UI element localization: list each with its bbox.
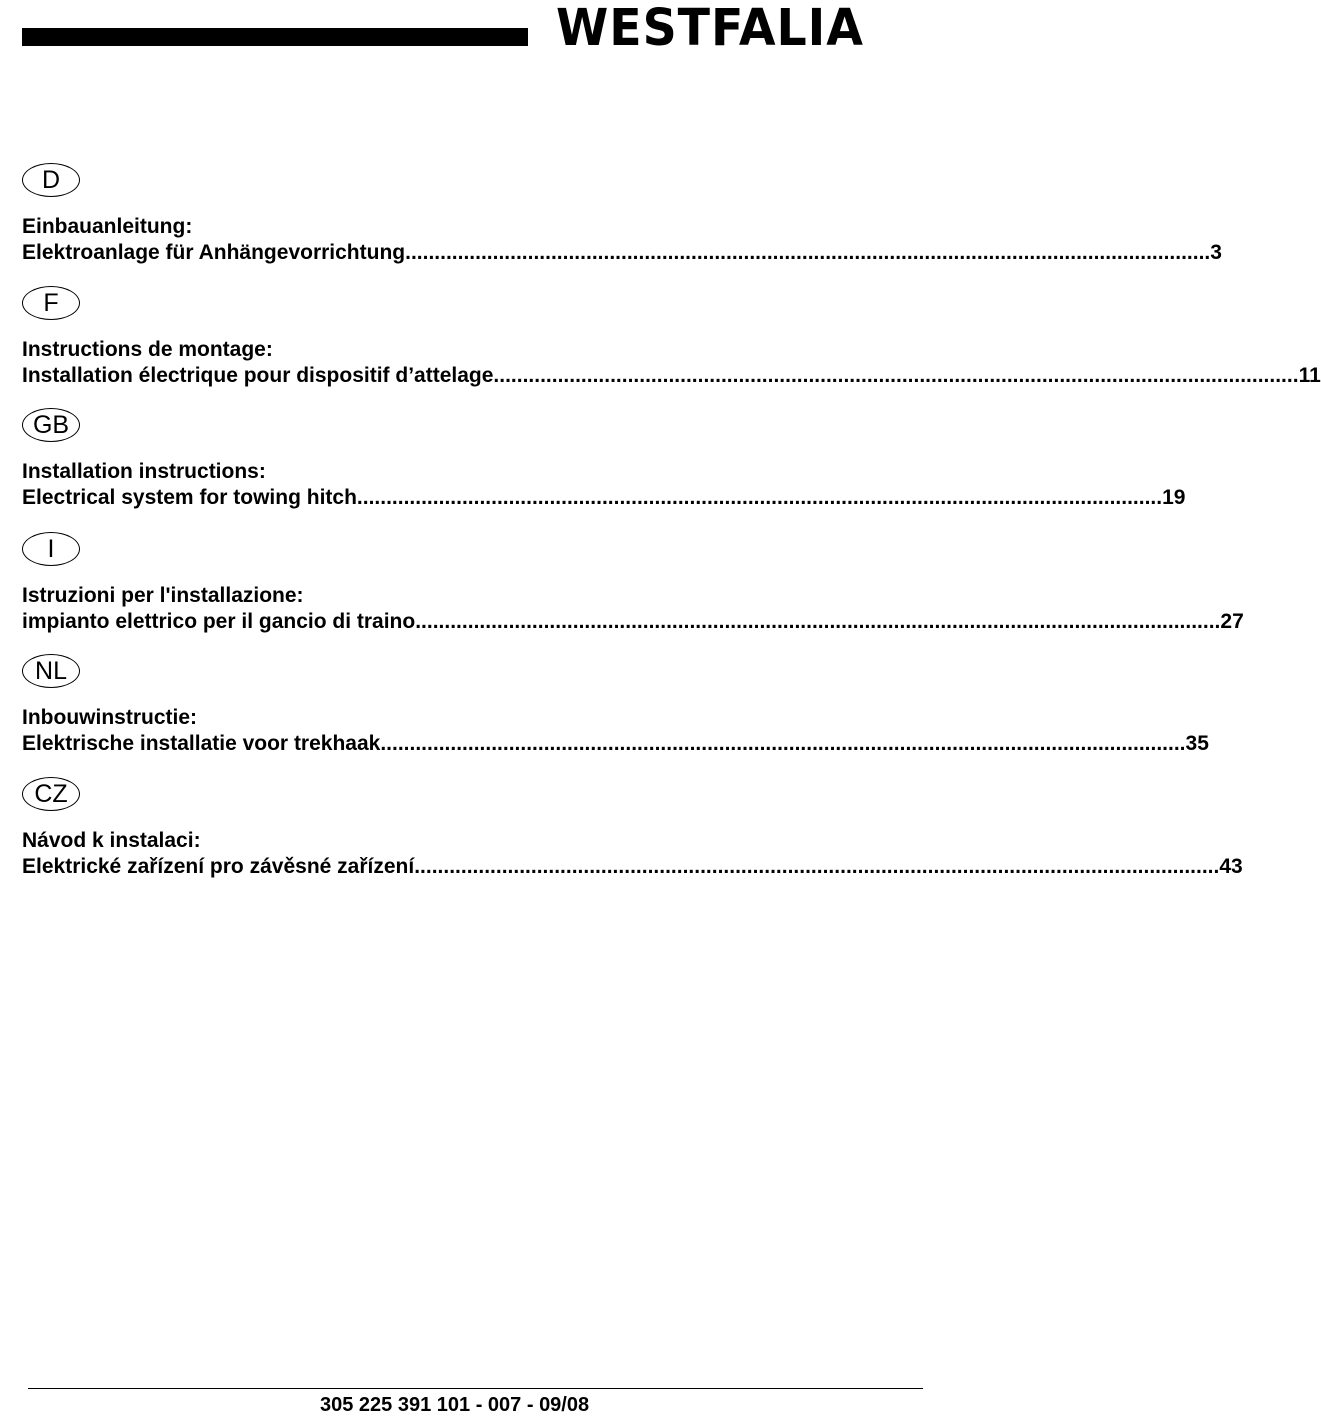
header-bar: [22, 28, 528, 46]
language-badge-nl: NL: [22, 654, 80, 688]
toc-entry-title: impianto elettrico per il gancio di traino: [22, 610, 416, 633]
toc-page-number: 3: [1210, 241, 1222, 264]
toc-heading: Istruzioni per l'installazione:: [22, 584, 304, 607]
dot-leader: ..........................................................................................................................................: [356, 486, 1163, 509]
toc-heading: Návod k instalaci:: [22, 829, 201, 852]
document-number: 305 225 391 101 - 007 - 09/08: [320, 1394, 590, 1416]
toc-page-number: 11: [1298, 364, 1321, 387]
toc-entry[interactable]: [22, 486, 1186, 510]
toc-heading: Einbauanleitung:: [22, 215, 193, 238]
toc-entry[interactable]: [22, 364, 1321, 388]
toc-heading: Inbouwinstructie:: [22, 706, 197, 729]
toc-page-number: 19: [1162, 486, 1186, 509]
dot-leader: ..........................................................................................................................................: [405, 241, 1211, 264]
language-badge-i: I: [22, 532, 80, 566]
toc-page-number: 43: [1219, 855, 1243, 878]
dot-leader: ..........................................................................................................................................: [414, 855, 1220, 878]
language-badge-d: D: [22, 163, 80, 197]
dot-leader: ..........................................................................................................................................: [493, 364, 1299, 387]
toc-entry-title: Elektrické zařízení pro závěsné zařízení: [22, 855, 415, 878]
toc-entry[interactable]: [22, 732, 1209, 756]
toc-page-number: 35: [1185, 732, 1209, 755]
dot-leader: ..........................................................................................................................................: [415, 610, 1221, 633]
language-badge-f: F: [22, 286, 80, 320]
westfalia-logo: WESTFALIA: [556, 0, 864, 58]
toc-entry[interactable]: [22, 855, 1243, 879]
toc-entry[interactable]: [22, 241, 1222, 265]
toc-entry-title: Elektrische installatie voor trekhaak: [22, 732, 381, 755]
toc-heading: Instructions de montage:: [22, 338, 273, 361]
toc-entry-title: Electrical system for towing hitch: [22, 486, 357, 509]
dot-leader: ..........................................................................................................................................: [380, 732, 1186, 755]
toc-page-number: 27: [1220, 610, 1244, 633]
toc-heading: Installation instructions:: [22, 460, 266, 483]
toc-entry-title: Installation électrique pour dispositif d’attelage: [22, 364, 494, 387]
language-badge-gb: GB: [22, 408, 80, 442]
toc-entry[interactable]: [22, 610, 1244, 634]
footer-rule: [28, 1388, 923, 1389]
language-badge-cz: CZ: [22, 777, 80, 811]
toc-entry-title: Elektroanlage für Anhängevorrichtung: [22, 241, 406, 264]
